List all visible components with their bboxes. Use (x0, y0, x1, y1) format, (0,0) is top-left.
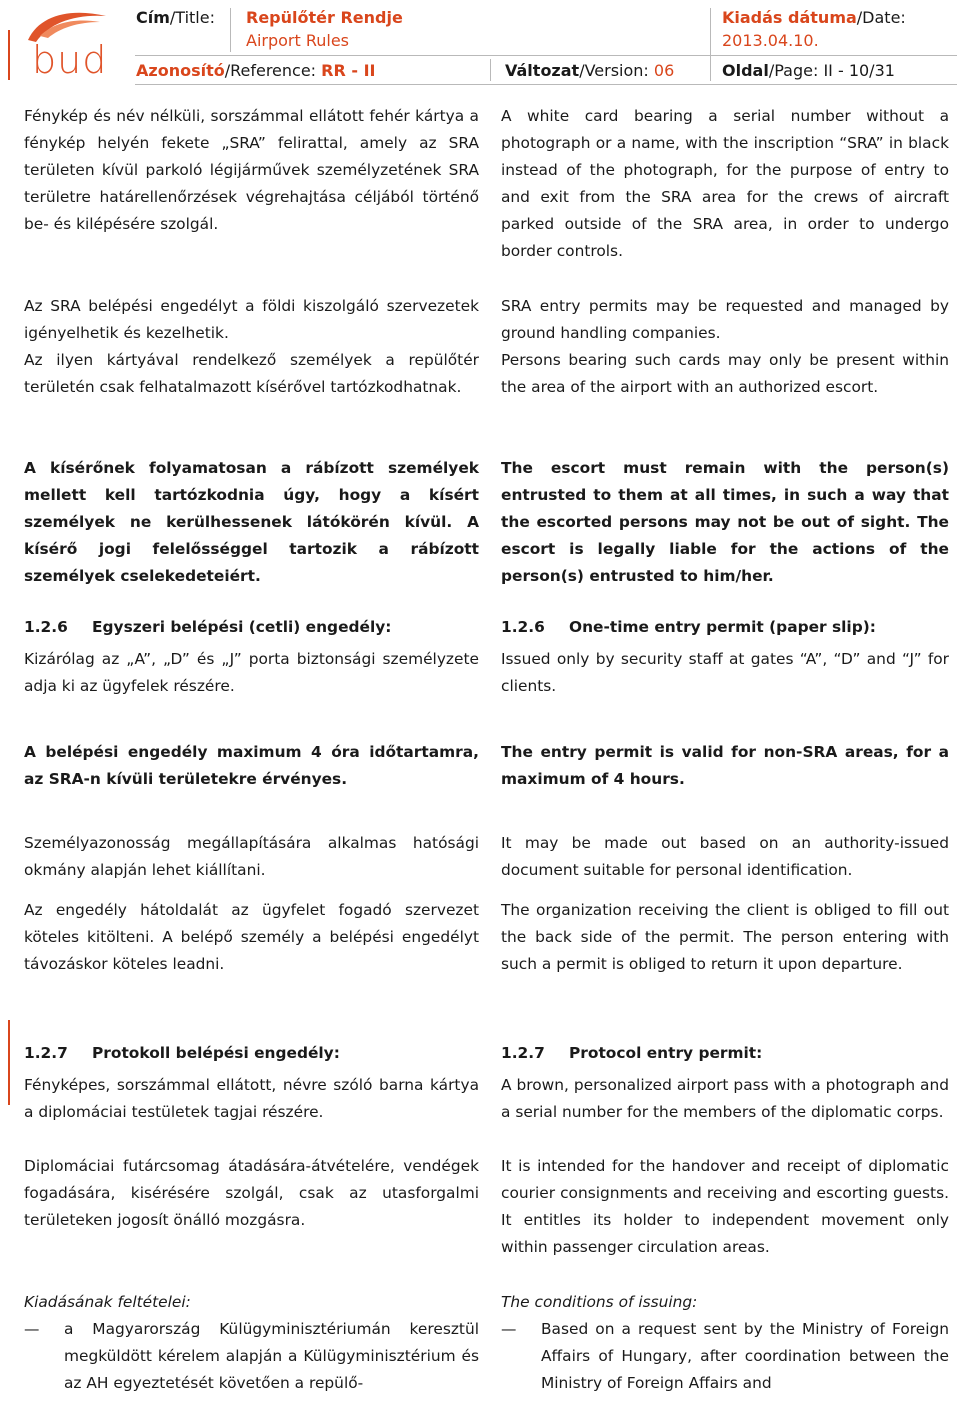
left-heading-1-2-7: 1.2.7 Protokoll belépési engedély: (24, 1044, 340, 1062)
left-para-5: A belépési engedély maximum 4 óra időtartamra, az SRA-n kívüli területekre érvényes. (24, 743, 479, 788)
left-heading-1-2-6: 1.2.6 Egyszeri belépési (cetli) engedély: (24, 618, 392, 636)
logo-wordmark: bud (32, 38, 108, 82)
header-rule-top (135, 55, 957, 56)
page-field: Oldal/Page: II - 10/31 (722, 61, 895, 80)
left-condition-item: — a Magyarország Külügyminisztériumán keresztül megküldött kérelem alapján a Külügyminisztérium és az AH egyeztetését követően a repülő- (24, 1316, 479, 1397)
left-para-9: Diplomáciai futárcsomag átadására-átvételére, vendégek fogadására, kisérésére szolgál, csak az utasforgalmi területeken jogosít önálló mozgásra. (24, 1157, 479, 1229)
margin-change-bar (8, 1020, 10, 1105)
reference-field: Azonosító/Reference: RR - II (136, 61, 376, 80)
header-rule-bottom (135, 84, 957, 85)
margin-change-bar (8, 30, 10, 80)
reference-value: RR - II (321, 61, 376, 80)
issue-date-label: Kiadás dátuma/Date: (722, 8, 906, 27)
header-title-row: Cím/Title: (136, 8, 215, 27)
right-para-3: The escort must remain with the person(s) entrusted to them at all times, in such a way that the escorted persons may not be out of sight. The escort is legally liable for the actions of the person(s) entrusted to him/her. (501, 459, 949, 585)
right-para-2b: Persons bearing such cards may only be present within the area of the airport with an authorized escort. (501, 351, 949, 396)
page-value: II - 10/31 (823, 61, 895, 80)
version-value: 06 (653, 61, 675, 80)
left-para-6: Személyazonosság megállapítására alkalmas hatósági okmány alapján lehet kiállítani. (24, 834, 479, 879)
bud-logo (10, 6, 114, 84)
title-label-en: Title: (175, 8, 215, 27)
right-para-9: It is intended for the handover and receipt of diplomatic courier consignments and receiving and escorting guests. It entitles its holder to independent movement only within passenger circulation areas. (501, 1157, 949, 1256)
right-para-8: A brown, personalized airport pass with a photograph and a serial number for the members of the diplomatic corps. (501, 1076, 949, 1121)
dash-bullet-icon: — (501, 1320, 517, 1338)
right-heading-1-2-6: 1.2.6 One-time entry permit (paper slip): (501, 618, 876, 636)
right-para-7: The organization receiving the client is obliged to fill out the back side of the permit. The person entering with such a permit is obliged to return it upon departure. (501, 901, 949, 973)
right-conditions-label: The conditions of issuing: (501, 1293, 698, 1311)
right-para-1: A white card bearing a serial number without a photograph or a name, with the inscription “SRA” in black instead of the photograph, for the purpose of entry to and exit from the SRA area for the crews of aircraft parked outside of the SRA area, in order to undergo border controls. (501, 107, 949, 260)
right-para-4: Issued only by security staff at gates “A”, “D” and “J” for clients. (501, 650, 949, 695)
left-para-7: Az engedély hátoldalát az ügyfelet fogadó szervezet köteles kitölteni. A belépő személy a belépési engedélyt távozáskor köteles leadni. (24, 901, 479, 973)
right-para-2a: SRA entry permits may be requested and managed by ground handling companies. (501, 297, 949, 342)
right-para-6: It may be made out based on an authority-issued document suitable for personal identification. (501, 834, 949, 879)
dash-bullet-icon: — (24, 1320, 40, 1338)
left-para-8: Fényképes, sorszámmal ellátott, névre szóló barna kártya a diplomáciai testületek tagjai részére. (24, 1076, 479, 1121)
left-conditions-label: Kiadásának feltételei: (24, 1293, 191, 1311)
left-para-4: Kizárólag az „A”, „D” és „J” porta biztonsági személyzete adja ki az ügyfelek részére. (24, 650, 479, 695)
version-field: Változat/Version: 06 (505, 61, 675, 80)
left-para-2a: Az SRA belépési engedélyt a földi kiszolgáló szervezetek igényelhetik és kezelhetik. (24, 297, 479, 342)
header-divider-3 (230, 8, 231, 52)
right-condition-item: — Based on a request sent by the Ministry of Foreign Affairs of Hungary, after coordination between the Ministry of Foreign Affairs and (501, 1316, 949, 1397)
left-para-2b: Az ilyen kártyával rendelkező személyek a repülőtér területén csak felhatalmazott kísérővel tartózkodhatnak. (24, 351, 479, 396)
title-label: Cím (136, 8, 170, 27)
left-para-1: Fénykép és név nélküli, sorszámmal ellátott fehér kártya a fénykép helyén fekete „SRA” felirattal, amely az SRA területen kívül parkoló légijárművek személyzetének SRA területre határellenőrzések végrehajtása céljából történő be- és kilépésére szolgál. (24, 107, 479, 233)
right-heading-1-2-7: 1.2.7 Protocol entry permit: (501, 1044, 763, 1062)
left-para-3: A kísérőnek folyamatosan a rábízott személyek mellett kell tartózkodnia úgy, hogy a kísért személyek ne kerülhessenek látókörén kívül. A kísérő jogi felelősséggel tartozik a rábízott személyek cselekedeteiért. (24, 459, 479, 585)
right-para-5: The entry permit is valid for non-SRA areas, for a maximum of 4 hours. (501, 743, 949, 788)
doc-title-hu: Repülőtér Rendje (246, 8, 403, 27)
issue-date-value: 2013.04.10. (722, 31, 819, 50)
header-divider-1 (490, 59, 491, 81)
header-divider-2 (710, 8, 711, 81)
doc-title-en: Airport Rules (246, 31, 350, 50)
